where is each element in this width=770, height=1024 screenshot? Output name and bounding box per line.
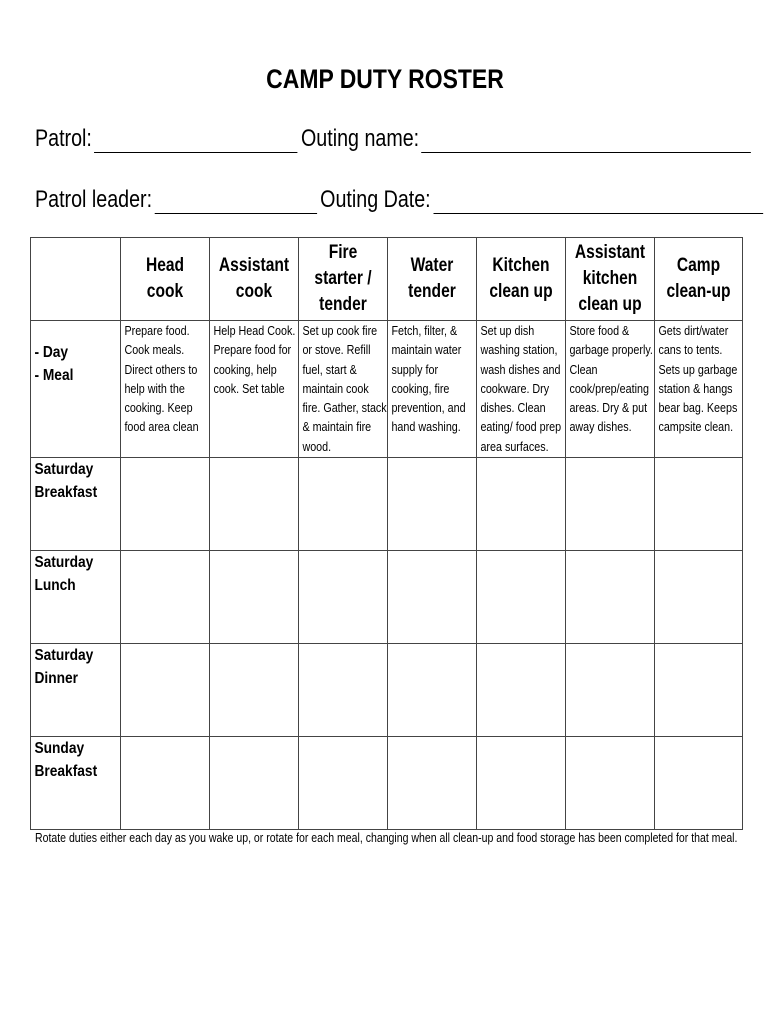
assignment-cell[interactable] [477,737,566,830]
assignment-cell[interactable] [566,644,655,737]
meal-label-cell [31,551,121,644]
assignment-cell[interactable] [655,644,743,737]
corner-header-cell [31,238,121,321]
column-title: Fire starter / tender [314,242,372,315]
assignment-cell[interactable] [566,737,655,830]
duty-description: Fetch, filter, & maintain water supply for cooking, fire prevention, and hand washing. [391,324,466,435]
column-header [121,238,210,321]
assignment-cell[interactable] [121,737,210,830]
description-row [31,321,743,458]
assignment-cell[interactable] [566,551,655,644]
patrol-label: Patrol: [35,125,92,152]
patrol-field[interactable] [94,132,297,153]
assignment-cell[interactable] [388,551,477,644]
assignment-cell[interactable] [210,737,299,830]
meal-label: - Meal [34,367,74,384]
duty-description-cell [210,321,299,458]
assignment-cell[interactable] [121,458,210,551]
assignment-cell[interactable] [566,458,655,551]
outing-name-label: Outing name: [300,125,420,152]
meal-name-label: Breakfast [34,484,98,502]
assignment-cell[interactable] [477,644,566,737]
assignment-cell[interactable] [477,551,566,644]
meal-name-label: Lunch [34,577,76,595]
rotation-note: Rotate duties either each day as you wake up, or rotate for each meal, changing when all clean-up and food storage has been completed for that meal. [35,830,738,845]
duty-description: Set up dish washing station, wash dishes and cookware. Dry dishes. Clean eating/ food prep area surfaces. [480,324,562,454]
meal-day-label: Sunday [34,740,85,758]
outing-date-label: Outing Date: [320,186,431,213]
assignment-cell[interactable] [655,551,743,644]
duty-description-cell [566,321,655,458]
assignment-cell[interactable] [655,737,743,830]
assignment-cell[interactable] [655,458,743,551]
duty-roster-table [30,237,743,830]
meal-row-saturday-lunch [31,551,743,644]
page-title: CAMP DUTY ROSTER [266,64,504,94]
column-header [388,238,477,321]
meal-name-label: Breakfast [34,763,98,781]
column-title: Water tender [408,255,456,302]
duty-description: Set up cook fire or stove. Refill fuel, start & maintain cook fire. Gather, stack & maintain fire wood. [302,324,387,454]
outing-date-field[interactable] [433,193,763,214]
column-title: Assistant cook [218,255,290,302]
duty-description-cell [299,321,388,458]
patrol-row [35,125,755,153]
meal-label-cell [31,644,121,737]
meal-day-label: Saturday [34,461,94,479]
column-header [477,238,566,321]
duty-description-cell [477,321,566,458]
meal-day-label: Saturday [34,647,94,665]
assignment-cell[interactable] [477,458,566,551]
column-header [655,238,743,321]
meal-name-label: Dinner [34,670,79,688]
duty-description-cell [655,321,743,458]
assignment-cell[interactable] [121,551,210,644]
meal-row-saturday-dinner [31,644,743,737]
column-header [299,238,388,321]
column-title: Kitchen clean up [489,255,553,302]
assignment-cell[interactable] [299,551,388,644]
meal-day-label: Saturday [34,554,94,572]
assignment-cell[interactable] [388,644,477,737]
meal-label-cell [31,737,121,830]
day-meal-label-cell [31,321,121,458]
assignment-cell[interactable] [210,458,299,551]
assignment-cell[interactable] [299,458,388,551]
header-row [31,238,743,321]
duty-description: Store food & garbage properly. Clean cook/prep/eating areas. Dry & put away dishes. [569,324,653,435]
assignment-cell[interactable] [299,737,388,830]
column-title: Camp clean-up [666,255,731,302]
duty-description-cell [121,321,210,458]
duty-description-cell [388,321,477,458]
assignment-cell[interactable] [388,737,477,830]
column-title: Head cook [145,255,185,302]
patrol-leader-field[interactable] [155,193,317,214]
meal-row-sunday-breakfast [31,737,743,830]
duty-description: Gets dirt/water cans to tents. Sets up garbage station & hangs bear bag. Keeps campsite clean. [658,324,738,435]
assignment-cell[interactable] [388,458,477,551]
duty-description: Prepare food. Cook meals. Direct others to help with the cooking. Keep food area clean [124,324,199,435]
meal-row-saturday-breakfast [31,458,743,551]
outing-name-field[interactable] [422,132,752,153]
column-header [210,238,299,321]
column-title: Assistant kitchen clean up [574,242,646,315]
column-header [566,238,655,321]
assignment-cell[interactable] [210,644,299,737]
patrol-leader-label: Patrol leader: [35,186,153,213]
day-label: - Day [34,344,69,361]
meal-label-cell [31,458,121,551]
assignment-cell[interactable] [121,644,210,737]
assignment-cell[interactable] [299,644,388,737]
duty-description: Help Head Cook. Prepare food for cooking, help cook. Set table [213,324,296,396]
assignment-cell[interactable] [210,551,299,644]
patrol-leader-row [35,186,766,214]
